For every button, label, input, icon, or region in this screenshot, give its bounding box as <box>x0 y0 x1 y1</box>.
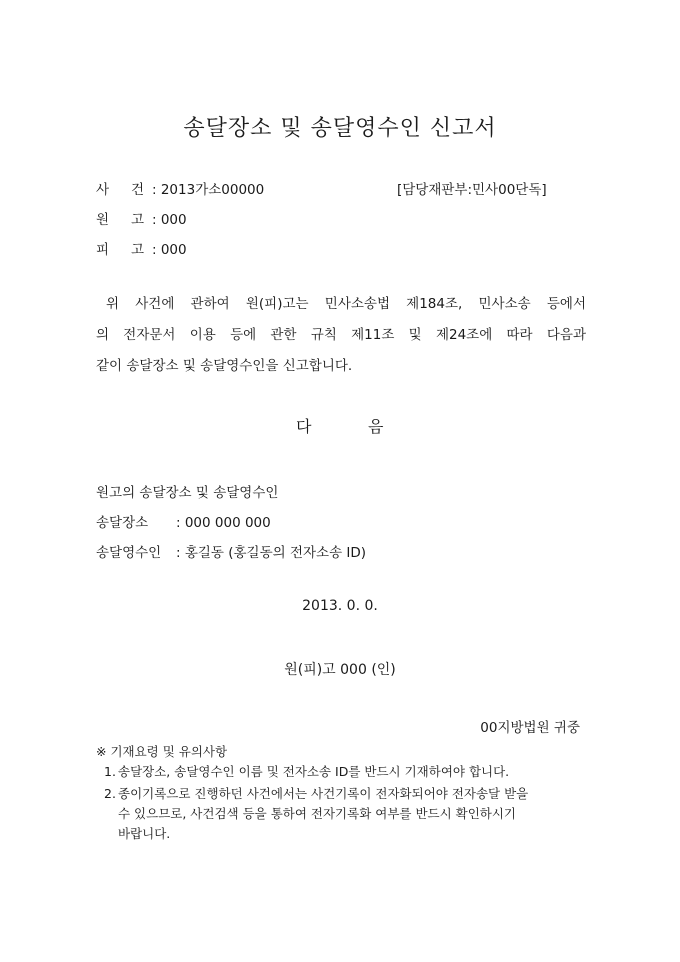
note-item <box>96 784 596 844</box>
defendant-row <box>96 238 187 258</box>
plaintiff-row <box>96 208 187 228</box>
note-number: 2. <box>104 786 116 801</box>
note-line: 송달장소, 송달영수인 이름 및 전자소송 ID를 반드시 기재하여야 합니다. <box>118 764 510 779</box>
place-row <box>96 511 271 531</box>
document-title: 송달장소 및 송달영수인 신고서 <box>183 116 497 141</box>
note-line: 수 있으므로, 사건검색 등을 통하여 전자기록화 여부를 반드시 확인하시기 <box>118 806 517 821</box>
defendant-label: 피 고 <box>96 242 144 258</box>
note-item <box>96 762 596 782</box>
case-number: : 2013가소00000 <box>152 182 265 198</box>
recipient-value: : 홍길동 (홍길동의 전자소송 ID) <box>176 545 367 561</box>
note-line: 바랍니다. <box>118 826 171 841</box>
note-number: 1. <box>104 764 116 779</box>
recipient-row <box>96 541 366 561</box>
note-line: 종이기록으로 진행하던 사건에서는 사건기록이 전자화되어야 전자송달 받을 <box>118 786 529 801</box>
body-line: 위 사건에 관하여 원(피)고는 민사소송법 제184조, 민사소송 등에서 <box>106 296 586 312</box>
body-paragraph <box>96 289 586 382</box>
plaintiff-value: : 000 <box>152 212 187 228</box>
heading-left: 다 <box>296 417 312 436</box>
body-line: 의 전자문서 이용 등에 관한 규칙 제11조 및 제24조에 따라 다음과 <box>96 327 586 343</box>
notes-section <box>96 742 596 844</box>
notes-title: ※ 기재요령 및 유의사항 <box>96 744 228 759</box>
body-line: 같이 송달장소 및 송달영수인을 신고합니다. <box>96 358 353 374</box>
heading-right: 음 <box>368 417 384 436</box>
court-addressee: 00지방법원 귀중 <box>480 720 580 736</box>
case-label: 사 건 <box>96 182 144 198</box>
signature-line: 원(피)고 000 (인) <box>284 662 396 678</box>
defendant-value: : 000 <box>152 242 187 258</box>
recipient-label: 송달영수인 <box>96 545 162 561</box>
filing-date: 2013. 0. 0. <box>302 598 378 614</box>
place-label: 송달장소 <box>96 515 149 531</box>
division-label: [담당재판부:민사00단독] <box>397 182 547 198</box>
plaintiff-label: 원 고 <box>96 212 144 228</box>
case-row <box>96 178 264 198</box>
place-value: : 000 000 000 <box>176 515 271 531</box>
details-section-title: 원고의 송달장소 및 송달영수인 <box>96 485 279 501</box>
